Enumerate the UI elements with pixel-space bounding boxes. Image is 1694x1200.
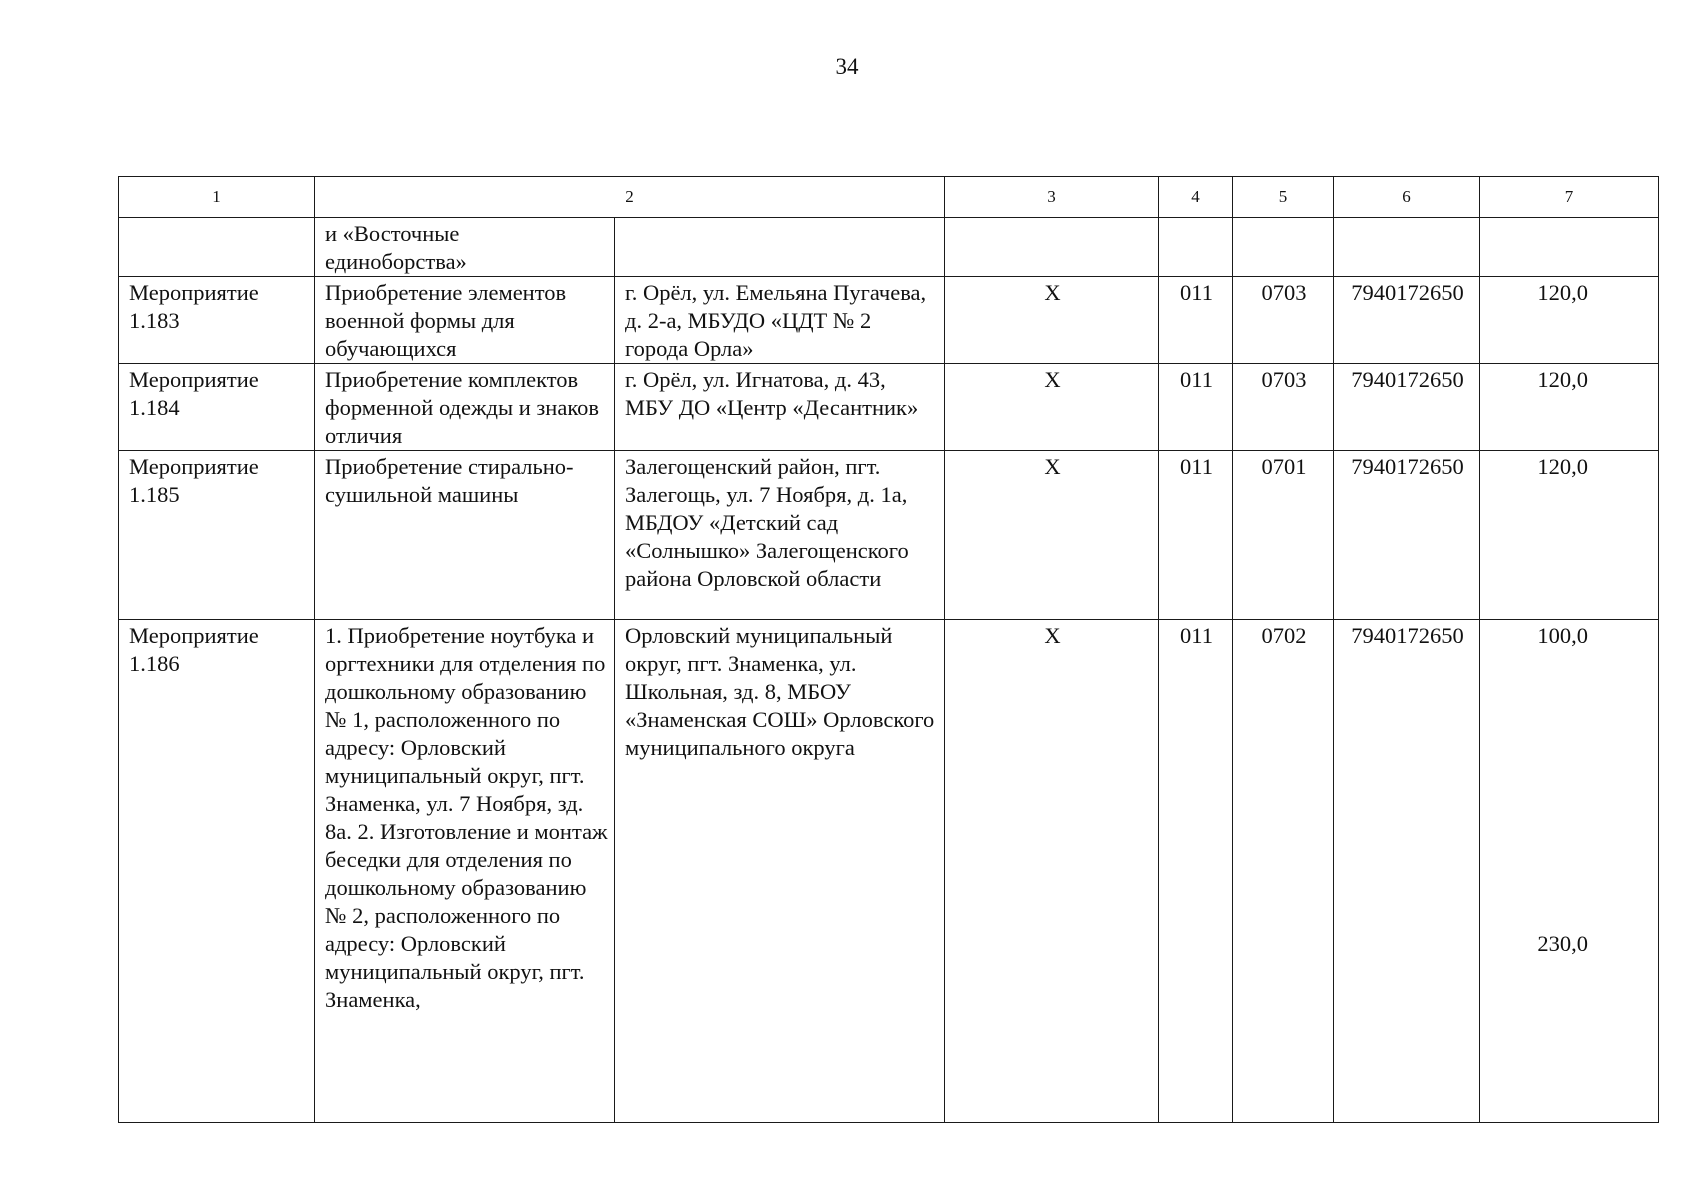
description-cell: Приобретение комплектов форменной одежды и знаков отличия [315, 364, 615, 451]
description-cell: Приобретение элементов военной формы для обучающихся [315, 277, 615, 364]
col4-cell: 011 [1159, 277, 1233, 364]
col7-cell: 120,0 [1480, 277, 1659, 364]
col4-cell: 011 [1159, 620, 1233, 1123]
table-row-continuation [119, 218, 1659, 277]
header-cell-6: 6 [1334, 177, 1480, 218]
event-cell: Мероприятие 1.186 [119, 620, 315, 1123]
location-cell: Залегощенский район, пгт. Залегощь, ул. 7 Ноября, д. 1а, МБДОУ «Детский сад «Солнышко» Залегощенского района Орловской области [615, 451, 945, 620]
event-cell: Мероприятие 1.184 [119, 364, 315, 451]
col4-cell [1159, 218, 1233, 277]
table-header-row [119, 177, 1659, 218]
event-cell: Мероприятие 1.183 [119, 277, 315, 364]
col3-cell: Х [945, 364, 1159, 451]
header-cell-2: 2 [315, 177, 945, 218]
event-cell [119, 218, 315, 277]
col7-value-second: 230,0 [1537, 931, 1588, 956]
col3-cell: Х [945, 277, 1159, 364]
header-cell-3: 3 [945, 177, 1159, 218]
col4-cell: 011 [1159, 451, 1233, 620]
event-cell: Мероприятие 1.185 [119, 451, 315, 620]
col5-cell: 0702 [1233, 620, 1334, 1123]
col6-cell: 7940172650 [1334, 620, 1480, 1123]
col5-cell: 0703 [1233, 277, 1334, 364]
col6-cell: 7940172650 [1334, 451, 1480, 620]
col7-cell: 120,0 [1480, 364, 1659, 451]
col3-cell [945, 218, 1159, 277]
table-row [119, 364, 1659, 451]
header-cell-5: 5 [1233, 177, 1334, 218]
description-cell: 1. Приобретение ноутбука и оргтехники для отделения по дошкольному образованию № 1, расположенного по адресу: Орловский муниципальный округ, пгт. Знаменка, ул. 7 Ноября, зд. 8а. 2. Изготовление и монтаж беседки для отделения по дошкольному образованию № 2, расположенного по адресу: Орловский муниципальный округ, пгт. Знаменка, [315, 620, 615, 1123]
page-number: 34 [835, 54, 859, 79]
table-row [119, 620, 1659, 1123]
col3-cell: Х [945, 451, 1159, 620]
location-cell: г. Орёл, ул. Емельяна Пугачева, д. 2-а, МБУДО «ЦДТ № 2 города Орла» [615, 277, 945, 364]
col6-cell [1334, 218, 1480, 277]
col5-cell [1233, 218, 1334, 277]
header-cell-4: 4 [1159, 177, 1233, 218]
col7-cell [1480, 620, 1659, 1123]
table-row [119, 277, 1659, 364]
header-cell-1: 1 [119, 177, 315, 218]
col5-cell: 0701 [1233, 451, 1334, 620]
col4-cell: 011 [1159, 364, 1233, 451]
col3-cell: Х [945, 620, 1159, 1123]
col7-value-first: 100,0 [1537, 623, 1588, 648]
location-cell: г. Орёл, ул. Игнатова, д. 43, МБУ ДО «Центр «Десантник» [615, 364, 945, 451]
col7-cell: 120,0 [1480, 451, 1659, 620]
header-cell-7: 7 [1480, 177, 1659, 218]
description-cell: и «Восточные единоборства» [315, 218, 615, 277]
description-cell: Приобретение стирально-сушильной машины [315, 451, 615, 620]
col6-cell: 7940172650 [1334, 364, 1480, 451]
col6-cell: 7940172650 [1334, 277, 1480, 364]
table-row [119, 451, 1659, 620]
col7-cell [1480, 218, 1659, 277]
location-cell: Орловский муниципальный округ, пгт. Знаменка, ул. Школьная, зд. 8, МБОУ «Знаменская СОШ» Орловского муниципального округа [615, 620, 945, 1123]
col5-cell: 0703 [1233, 364, 1334, 451]
location-cell [615, 218, 945, 277]
activities-table [118, 176, 1659, 1123]
